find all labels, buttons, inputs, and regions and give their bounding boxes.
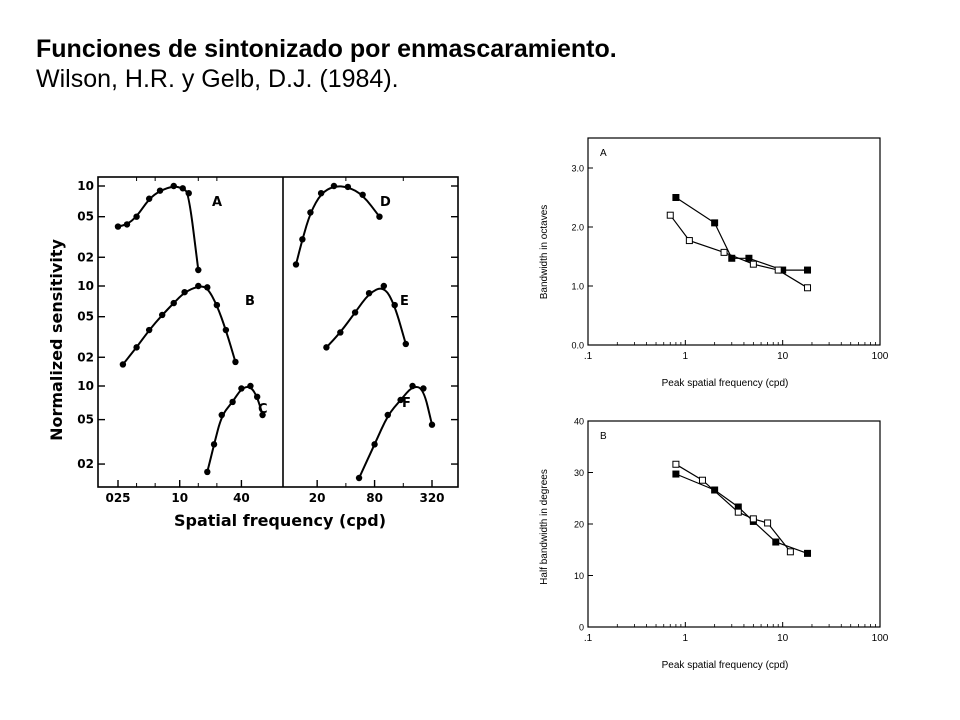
filled-square-marker [673, 195, 679, 201]
filled-square-marker [673, 471, 679, 477]
panel-a-letter: A [600, 148, 607, 159]
y-tick-label: 10 [573, 571, 584, 581]
filled-square-marker [712, 220, 718, 226]
y-tick-label: 0.0 [571, 340, 584, 351]
left-x-tick-label: 320 [419, 491, 445, 505]
y-tick-label: 3.0 [571, 163, 584, 174]
tuning-point-d [299, 236, 305, 242]
filled-square-marker [805, 267, 811, 273]
tuning-point-e [352, 309, 358, 315]
panel-b-x-axis-label: Peak spatial frequency (cpd) [661, 660, 789, 671]
curve-label-f: F [402, 396, 411, 411]
left-y-tick-label: 05 [77, 209, 94, 224]
panel-b-letter: B [600, 431, 607, 442]
tuning-point-b [120, 361, 126, 367]
tuning-curve-c [207, 387, 262, 472]
filled-square-marker [712, 487, 718, 493]
filled-square-marker [746, 255, 752, 261]
tuning-point-b [204, 284, 210, 290]
left-y-tick-label: 10 [77, 279, 94, 293]
left-x-ticks [105, 177, 444, 505]
left-x-tick-label: 025 [105, 491, 131, 505]
tuning-curve-f [359, 387, 432, 478]
x-tick-label: 100 [871, 351, 889, 362]
tuning-point-e [337, 329, 343, 335]
left-x-axis-label: Spatial frequency (cpd) [173, 511, 387, 530]
open-square-marker [750, 516, 756, 522]
x-tick-label: 1 [682, 633, 689, 644]
open-square-marker [673, 461, 679, 467]
tuning-point-f [409, 383, 415, 389]
tuning-point-b [171, 300, 177, 306]
x-tick-label: 1 [682, 351, 689, 362]
left-y-tick-label: 02 [77, 250, 94, 265]
tuning-point-b [133, 344, 139, 350]
tuning-point-c [247, 383, 253, 389]
filled-square-marker [805, 550, 811, 556]
tuning-point-e [381, 283, 387, 289]
left-y-tick-label: 02 [77, 350, 94, 365]
tuning-point-e [366, 290, 372, 296]
tuning-point-a [180, 185, 186, 191]
tuning-point-c [211, 441, 217, 447]
y-tick-label: 20 [573, 519, 584, 530]
panel-b-y-axis-label: Half bandwidth in degrees [539, 469, 550, 585]
tuning-point-c [238, 385, 244, 391]
tuning-point-d [345, 184, 351, 190]
tuning-point-b [232, 359, 238, 365]
panel-a-y-axis-label: Bandwidth in octaves [539, 204, 550, 300]
y-tick-label: 1.0 [571, 281, 584, 292]
panel-b-series [673, 461, 811, 556]
curve-label-b: B [245, 294, 255, 309]
curve-label-d: D [380, 195, 391, 210]
left-y-axis-label: Normalized sensitivity [47, 239, 66, 441]
x-tick-label: 100 [871, 633, 889, 644]
tuning-point-d [293, 261, 299, 267]
y-tick-label: 30 [573, 468, 584, 478]
tuning-point-a [146, 196, 152, 202]
tuning-curve-b [123, 287, 235, 365]
tuning-point-f [356, 475, 362, 481]
y-tick-label: 0 [578, 622, 584, 633]
y-tick-label: 40 [573, 416, 584, 427]
left-x-tick-label: 80 [366, 491, 383, 505]
open-square-marker [765, 520, 771, 526]
tuning-point-e [403, 341, 409, 347]
panel-a-x-axis-label: Peak spatial frequency (cpd) [661, 378, 789, 389]
left-tuning-curves [115, 183, 435, 481]
panel-b-frame [588, 421, 880, 627]
left-y-tick-label: 10 [77, 179, 94, 193]
panel-a-ticks [571, 164, 888, 363]
left-x-tick-label: 10 [171, 491, 189, 505]
open-square-marker [667, 212, 673, 218]
tuning-point-e [323, 344, 329, 350]
left-x-tick-label: 40 [233, 491, 250, 505]
left-y-tick-label: 02 [77, 457, 94, 472]
curve-label-a: A [212, 195, 223, 210]
open-square-marker [721, 249, 727, 255]
tuning-point-c [204, 469, 210, 475]
left-plot-frame [98, 177, 458, 487]
series-line-2 [670, 215, 807, 288]
y-tick-label: 2.0 [571, 222, 584, 233]
tuning-point-b [214, 302, 220, 308]
tuning-point-a [186, 190, 192, 196]
tuning-point-d [331, 183, 337, 189]
tuning-point-e [391, 302, 397, 308]
left-y-tick-label: 05 [77, 309, 94, 324]
left-x-tick-label: 20 [308, 491, 326, 505]
x-tick-label: 10 [777, 351, 789, 362]
slide-title: Funciones de sintonizado por enmascaramiento. [36, 35, 617, 63]
open-square-marker [805, 285, 811, 291]
tuning-point-d [376, 213, 382, 219]
open-square-marker [735, 509, 741, 515]
tuning-point-a [195, 267, 201, 273]
curve-label-c: C [258, 402, 268, 417]
panel-a-series [667, 195, 810, 291]
tuning-point-f [385, 412, 391, 418]
tuning-curve-a [118, 187, 198, 270]
tuning-point-b [146, 327, 152, 333]
open-square-marker [686, 238, 692, 244]
tuning-point-b [181, 289, 187, 295]
open-square-marker [775, 267, 781, 273]
x-tick-label: 10 [777, 633, 789, 644]
open-square-marker [750, 261, 756, 267]
tuning-point-d [307, 209, 313, 215]
tuning-point-a [133, 213, 139, 219]
open-square-marker [699, 477, 705, 483]
tuning-curve-e [326, 289, 405, 348]
tuning-point-c [254, 394, 260, 400]
tuning-point-f [429, 422, 435, 428]
tuning-point-c [229, 399, 235, 405]
tuning-point-d [359, 192, 365, 198]
filled-square-marker [773, 539, 779, 545]
bandwidth-octaves-panel [539, 138, 889, 389]
x-tick-label: .1 [583, 351, 593, 362]
panel-a-frame [588, 138, 880, 345]
open-square-marker [787, 549, 793, 555]
tuning-functions-panel [47, 177, 458, 530]
tuning-point-a [171, 183, 177, 189]
tuning-point-f [420, 385, 426, 391]
tuning-curve-d [296, 186, 380, 264]
x-tick-label: .1 [583, 633, 593, 644]
slide-subtitle: Wilson, H.R. y Gelb, D.J. (1984). [36, 65, 399, 93]
curve-label-e: E [400, 294, 409, 309]
tuning-point-c [219, 412, 225, 418]
panel-b-ticks [574, 417, 889, 645]
tuning-point-d [318, 190, 324, 196]
tuning-point-a [157, 187, 163, 193]
tuning-point-a [124, 221, 130, 227]
left-y-tick-label: 05 [77, 412, 94, 427]
tuning-point-b [195, 283, 201, 289]
half-bandwidth-panel [539, 417, 889, 672]
tuning-point-b [159, 312, 165, 318]
left-y-tick-label: 10 [77, 379, 94, 393]
tuning-point-b [223, 327, 229, 333]
tuning-point-a [115, 223, 121, 229]
tuning-point-f [371, 441, 377, 447]
